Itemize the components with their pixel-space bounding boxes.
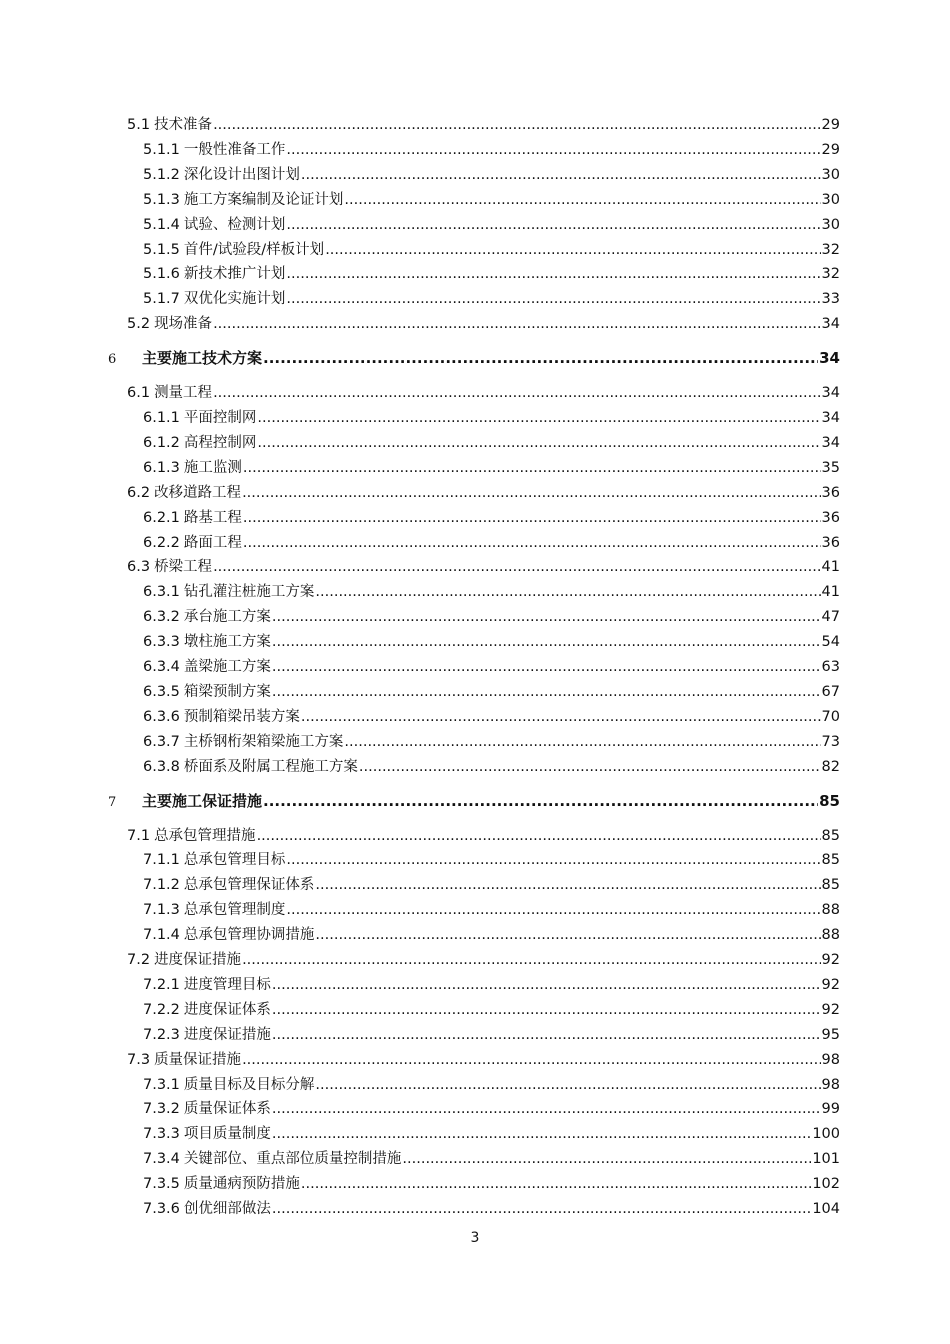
toc-leader-dots	[359, 759, 821, 776]
toc-leader-dots	[301, 167, 821, 184]
toc-entry[interactable]	[143, 213, 840, 233]
toc-entry-number: 7.3.4	[143, 1151, 180, 1168]
toc-entry-number: 7.1.2	[143, 877, 180, 894]
toc-entry-number: 5.1.1	[143, 141, 180, 158]
toc-entry-page: 98	[821, 1076, 840, 1093]
toc-entry-title: 关键部位、重点部位质量控制措施	[183, 1151, 402, 1168]
toc-entry-number: 6	[108, 352, 117, 368]
toc-entry[interactable]	[143, 630, 840, 650]
toc-entry-title: 新技术推广计划	[183, 266, 286, 283]
toc-entry[interactable]	[143, 1122, 840, 1142]
toc-entry-number: 7.2.2	[143, 1001, 180, 1018]
toc-entry-number: 7.3.1	[143, 1076, 180, 1093]
toc-entry-number: 6.3	[127, 559, 151, 576]
toc-entry-title: 钻孔灌注桩施工方案	[183, 584, 315, 601]
toc-leader-dots	[286, 266, 820, 283]
toc-entry[interactable]	[143, 730, 840, 750]
toc-entry-number: 6.1	[127, 385, 151, 402]
toc-leader-dots	[242, 485, 820, 502]
toc-entry-title: 质量保证体系	[183, 1101, 271, 1118]
toc-entry-page: 67	[821, 683, 840, 700]
toc-entry[interactable]	[143, 163, 840, 183]
toc-entry-page: 36	[821, 509, 840, 526]
toc-leader-dots	[263, 349, 818, 367]
toc-entry-page: 85	[821, 877, 840, 894]
toc-entry-number: 7.3.3	[143, 1126, 180, 1143]
toc-entry[interactable]	[143, 406, 840, 426]
toc-entry[interactable]	[143, 898, 840, 918]
toc-entry-number: 7.3.5	[143, 1176, 180, 1193]
toc-entry-title: 试验、检测计划	[183, 216, 286, 233]
toc-entry-title: 测量工程	[154, 385, 213, 402]
toc-entry-title: 盖梁施工方案	[183, 659, 271, 675]
toc-entry-number: 5.1.3	[143, 191, 180, 208]
toc-leader-dots	[325, 242, 820, 259]
toc-leader-dots	[213, 559, 820, 576]
toc-leader-dots	[286, 291, 820, 308]
toc-leader-dots	[272, 1201, 811, 1218]
toc-entry-page: 29	[821, 117, 840, 133]
toc-entry-number: 7	[108, 794, 117, 810]
toc-entry-title: 现场准备	[154, 316, 213, 333]
toc-entry-number: 6.3.8	[143, 758, 180, 775]
toc-entry-number: 5.1.2	[143, 166, 180, 183]
toc-leader-dots	[272, 634, 821, 651]
toc-entry-title: 墩柱施工方案	[183, 634, 271, 651]
toc-leader-dots	[272, 1101, 821, 1118]
toc-entry[interactable]	[127, 481, 840, 501]
toc-entry[interactable]	[143, 605, 840, 625]
toc-entry-page: 82	[821, 758, 840, 775]
toc-leader-dots	[257, 410, 820, 427]
toc-leader-dots	[301, 1176, 811, 1193]
page-number: 3	[470, 1230, 480, 1246]
toc-leader-dots	[272, 659, 821, 676]
toc-leader-dots	[344, 734, 820, 751]
toc-entry[interactable]	[143, 188, 840, 208]
toc-entry[interactable]	[143, 287, 840, 307]
toc-entry[interactable]	[108, 790, 840, 812]
toc-entry[interactable]	[143, 973, 840, 993]
toc-entry[interactable]	[143, 755, 840, 775]
toc-entry-page: 92	[821, 952, 840, 968]
toc-entry[interactable]	[143, 1023, 840, 1043]
toc-leader-dots	[272, 1027, 821, 1044]
toc-entry-number: 5.1.6	[143, 266, 180, 283]
toc-entry-title: 承台施工方案	[183, 609, 271, 626]
toc-entry[interactable]	[143, 680, 840, 700]
toc-entry-page: 100	[812, 1126, 840, 1143]
toc-leader-dots	[213, 385, 820, 402]
toc-leader-dots	[213, 316, 820, 333]
toc-entry-page: 34	[821, 316, 840, 333]
toc-entry-title: 创优细部做法	[183, 1201, 271, 1217]
toc-entry-title: 总承包管理协调措施	[183, 927, 315, 944]
toc-entry-page: 98	[821, 1051, 840, 1068]
toc-entry-page: 34	[819, 349, 840, 368]
toc-entry-title: 施工监测	[183, 459, 242, 476]
toc-entry-title: 首件/试验段/样板计划	[183, 241, 325, 258]
toc-entry-page: 92	[821, 976, 840, 993]
toc-entry-page: 34	[821, 385, 840, 402]
toc-leader-dots	[315, 584, 820, 601]
toc-entry[interactable]	[108, 347, 840, 369]
toc-leader-dots	[286, 902, 820, 919]
toc-entry[interactable]	[143, 531, 840, 551]
toc-entry-title: 主要施工保证措施	[142, 791, 263, 810]
toc-entry-number: 5.1	[127, 117, 151, 133]
toc-leader-dots	[344, 192, 820, 209]
toc-entry-title: 进度保证措施	[183, 1026, 271, 1043]
toc-entry[interactable]	[127, 381, 840, 401]
toc-entry-number: 6.1.2	[143, 434, 180, 451]
toc-entry-page: 85	[821, 827, 840, 844]
toc-entry-page: 41	[821, 559, 840, 576]
toc-entry-title: 进度保证体系	[183, 1001, 271, 1018]
toc-entry-page: 30	[821, 166, 840, 183]
toc-entry-title: 总承包管理保证体系	[183, 877, 315, 894]
toc-entry-number: 7.3	[127, 1051, 151, 1068]
toc-entry[interactable]	[143, 1197, 840, 1217]
toc-entry-title: 项目质量制度	[183, 1126, 271, 1143]
toc-entry[interactable]	[143, 1073, 840, 1093]
toc-entry[interactable]	[143, 138, 840, 158]
toc-entry-page: 73	[821, 733, 840, 750]
toc-entry-title: 双优化实施计划	[183, 291, 286, 308]
toc-entry-title: 总承包管理制度	[183, 902, 286, 919]
toc-leader-dots	[272, 977, 821, 994]
toc-entry-page: 30	[821, 216, 840, 233]
toc-entry[interactable]	[143, 923, 840, 943]
toc-entry-number: 6.2.2	[143, 534, 180, 551]
toc-entry-page: 41	[821, 584, 840, 601]
toc-entry-page: 30	[821, 191, 840, 208]
toc-leader-dots	[272, 1126, 811, 1143]
toc-entry[interactable]	[127, 948, 840, 968]
toc-entry-page: 99	[821, 1101, 840, 1118]
toc-entry[interactable]	[143, 1172, 840, 1192]
toc-entry-page: 34	[821, 410, 840, 426]
toc-entry-page: 29	[821, 141, 840, 158]
toc-entry-number: 6.2.1	[143, 509, 180, 526]
toc-leader-dots	[243, 510, 821, 527]
toc-entry-title: 总承包管理目标	[183, 852, 286, 869]
toc-entry-title: 主要施工技术方案	[142, 349, 263, 368]
toc-entry-title: 施工方案编制及论证计划	[183, 191, 344, 208]
toc-entry[interactable]	[127, 113, 840, 133]
toc-entry-page: 34	[821, 434, 840, 451]
toc-entry[interactable]	[143, 655, 840, 675]
toc-entry-number: 7.1.1	[143, 852, 180, 869]
toc-leader-dots	[402, 1151, 811, 1168]
toc-entry-number: 7.2	[127, 952, 151, 968]
toc-entry[interactable]	[143, 873, 840, 893]
toc-entry-page: 35	[821, 459, 840, 476]
toc-leader-dots	[257, 435, 820, 452]
toc-leader-dots	[286, 142, 820, 159]
toc-entry-page: 88	[821, 902, 840, 919]
toc-entry[interactable]	[127, 555, 840, 575]
toc-entry-number: 7.1.4	[143, 927, 180, 944]
toc-entry-number: 5.1.5	[143, 241, 180, 258]
toc-leader-dots	[272, 1002, 821, 1019]
toc-entry-title: 质量通病预防措施	[183, 1176, 300, 1193]
toc-entry-title: 箱梁预制方案	[183, 683, 271, 700]
toc-entry-page: 36	[821, 534, 840, 551]
toc-entry-page: 32	[821, 241, 840, 258]
toc-leader-dots	[301, 709, 821, 726]
toc-entry-page: 95	[821, 1026, 840, 1043]
toc-entry-title: 深化设计出图计划	[183, 166, 300, 183]
toc-entry[interactable]	[143, 262, 840, 282]
toc-entry-page: 47	[821, 609, 840, 626]
toc-entry-number: 7.3.2	[143, 1101, 180, 1118]
toc-entry-number: 6.3.2	[143, 609, 180, 626]
toc-entry-number: 6.3.7	[143, 733, 180, 750]
toc-entry-number: 7.1.3	[143, 902, 180, 919]
toc-entry[interactable]	[143, 431, 840, 451]
toc-entry[interactable]	[143, 705, 840, 725]
toc-entry-page: 63	[821, 659, 840, 675]
toc-entry-number: 7.2.1	[143, 976, 180, 993]
toc-entry-number: 6.3.1	[143, 584, 180, 601]
toc-leader-dots	[243, 535, 821, 552]
toc-entry[interactable]	[143, 506, 840, 526]
toc-entry-title: 质量保证措施	[154, 1051, 242, 1068]
toc-entry-page: 33	[821, 291, 840, 308]
toc-leader-dots	[315, 877, 820, 894]
toc-entry[interactable]	[143, 1147, 840, 1167]
toc-entry-number: 7.1	[127, 827, 151, 844]
toc-entry-title: 路基工程	[183, 509, 242, 526]
toc-entry-number: 6.1.1	[143, 410, 180, 426]
toc-entry[interactable]	[127, 312, 840, 332]
toc-entry-page: 36	[821, 484, 840, 501]
toc-entry-page: 32	[821, 266, 840, 283]
toc-entry-page: 54	[821, 634, 840, 651]
toc-entry[interactable]	[143, 238, 840, 258]
toc-entry[interactable]	[127, 824, 840, 844]
toc-leader-dots	[286, 852, 820, 869]
toc-entry-title: 一般性准备工作	[183, 141, 286, 158]
toc-entry-number: 6.1.3	[143, 459, 180, 476]
toc-entry-title: 总承包管理措施	[154, 827, 256, 844]
toc-entry-number: 7.2.3	[143, 1026, 180, 1043]
toc-entry[interactable]	[143, 580, 840, 600]
toc-leader-dots	[286, 217, 820, 234]
toc-entry-number: 5.1.4	[143, 216, 180, 233]
toc-entry-title: 桥梁工程	[154, 559, 213, 576]
toc-entry-page: 85	[821, 852, 840, 869]
toc-entry-title: 主桥钢桁架箱梁施工方案	[183, 733, 344, 750]
toc-entry-title: 高程控制网	[183, 434, 257, 451]
toc-entry[interactable]	[143, 998, 840, 1018]
toc-entry[interactable]	[143, 1097, 840, 1117]
toc-entry-title: 进度保证措施	[154, 952, 242, 968]
toc-entry-number: 7.3.6	[143, 1201, 180, 1217]
toc-leader-dots	[315, 927, 820, 944]
toc-leader-dots	[263, 792, 818, 810]
toc-entry[interactable]	[127, 1048, 840, 1068]
toc-entry-title: 桥面系及附属工程施工方案	[183, 758, 358, 775]
toc-entry-page: 101	[812, 1151, 840, 1168]
toc-leader-dots	[243, 460, 821, 477]
toc-entry[interactable]	[143, 848, 840, 868]
toc-entry-number: 5.2	[127, 316, 151, 333]
toc-leader-dots	[213, 117, 820, 134]
toc-entry-number: 5.1.7	[143, 291, 180, 308]
toc-leader-dots	[242, 1052, 820, 1069]
toc-entry-title: 进度管理目标	[183, 976, 271, 993]
toc-entry-number: 6.2	[127, 484, 151, 501]
toc-entry-title: 改移道路工程	[154, 484, 242, 501]
toc-entry-number: 6.3.3	[143, 634, 180, 651]
toc-entry-page: 104	[812, 1201, 840, 1217]
toc-entry-number: 6.3.4	[143, 659, 180, 675]
toc-entry-title: 预制箱梁吊装方案	[183, 708, 300, 725]
toc-entry-title: 平面控制网	[183, 410, 257, 426]
toc-entry-number: 6.3.5	[143, 683, 180, 700]
toc-entry-page: 88	[821, 927, 840, 944]
toc-entry-title: 质量目标及目标分解	[183, 1076, 315, 1093]
toc-entry-page: 102	[812, 1176, 840, 1193]
toc-entry-number: 6.3.6	[143, 708, 180, 725]
toc-entry[interactable]	[143, 456, 840, 476]
toc-entry-page: 85	[819, 791, 840, 810]
toc-leader-dots	[242, 952, 820, 969]
toc-leader-dots	[257, 828, 821, 845]
toc-entry-title: 路面工程	[183, 534, 242, 551]
toc-entry-page: 70	[821, 708, 840, 725]
toc-leader-dots	[272, 609, 821, 626]
toc-leader-dots	[272, 684, 821, 701]
toc-entry-page: 92	[821, 1001, 840, 1018]
toc-entry-title: 技术准备	[154, 117, 213, 133]
toc-leader-dots	[315, 1077, 820, 1094]
